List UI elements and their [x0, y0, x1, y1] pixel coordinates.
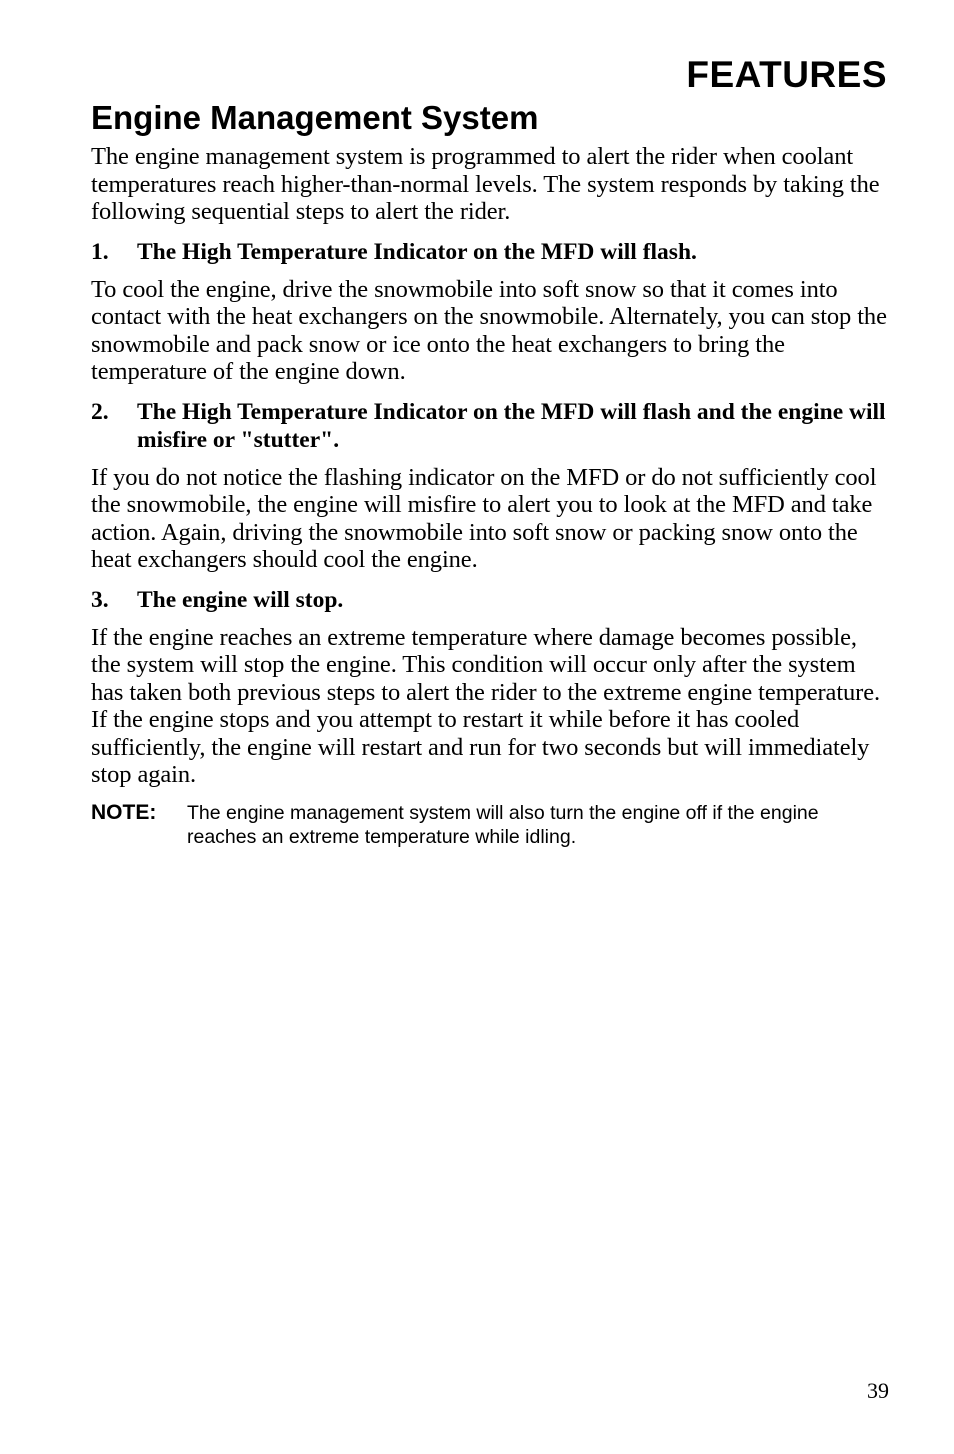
- step-paragraph-1: To cool the engine, drive the snowmobile into soft snow so that it comes into contact with the heat exchangers on the snowmobile. Alternately, you can stop the snowmobile and pack snow or ice onto the heat exchangers to bring the temperature of the engine down.: [91, 275, 887, 385]
- step-number: 3.: [91, 586, 109, 613]
- step-heading-3: [91, 586, 891, 614]
- step-number: 1.: [91, 238, 109, 265]
- page-content: [91, 97, 891, 849]
- running-head: FEATURES: [686, 54, 887, 95]
- step-heading-1: [91, 238, 891, 266]
- step-paragraph-3: If the engine reaches an extreme temperature where damage becomes possible, the system will stop the engine. This condition will occur only after the system has taken both previous steps to alert the rider to the extreme engine temperature. If the engine stops and you attempt to restart it while before it has cooled sufficiently, the engine will restart and run for two seconds but will immediately stop again.: [91, 623, 881, 788]
- step-heading-text: The High Temperature Indicator on the MFD will flash.: [137, 238, 697, 265]
- step-heading-text: The High Temperature Indicator on the MFD will flash and the engine will misfire or "stutter".: [137, 398, 886, 453]
- step-heading-2: [91, 398, 891, 454]
- step-paragraph-2: If you do not notice the flashing indicator on the MFD or do not sufficiently cool the snowmobile, the engine will misfire to alert you to look at the MFD and take action. Again, driving the snowmobile into soft snow or packing snow onto the heat exchangers should cool the engine.: [91, 463, 877, 573]
- manual-page: [91, 0, 891, 1454]
- step-heading-text: The engine will stop.: [137, 586, 344, 613]
- note-block: [91, 801, 891, 849]
- page-number: 39: [867, 1378, 889, 1403]
- note-label: NOTE:: [91, 800, 157, 824]
- step-number: 2.: [91, 398, 109, 425]
- note-text: The engine management system will also turn the engine off if the engine reaches an extreme temperature while idling.: [187, 801, 819, 848]
- intro-paragraph: The engine management system is programmed to alert the rider when coolant temperatures reach higher-than-normal levels. The system responds by taking the following sequential steps to alert the rider.: [91, 143, 880, 225]
- section-title: Engine Management System: [91, 99, 539, 136]
